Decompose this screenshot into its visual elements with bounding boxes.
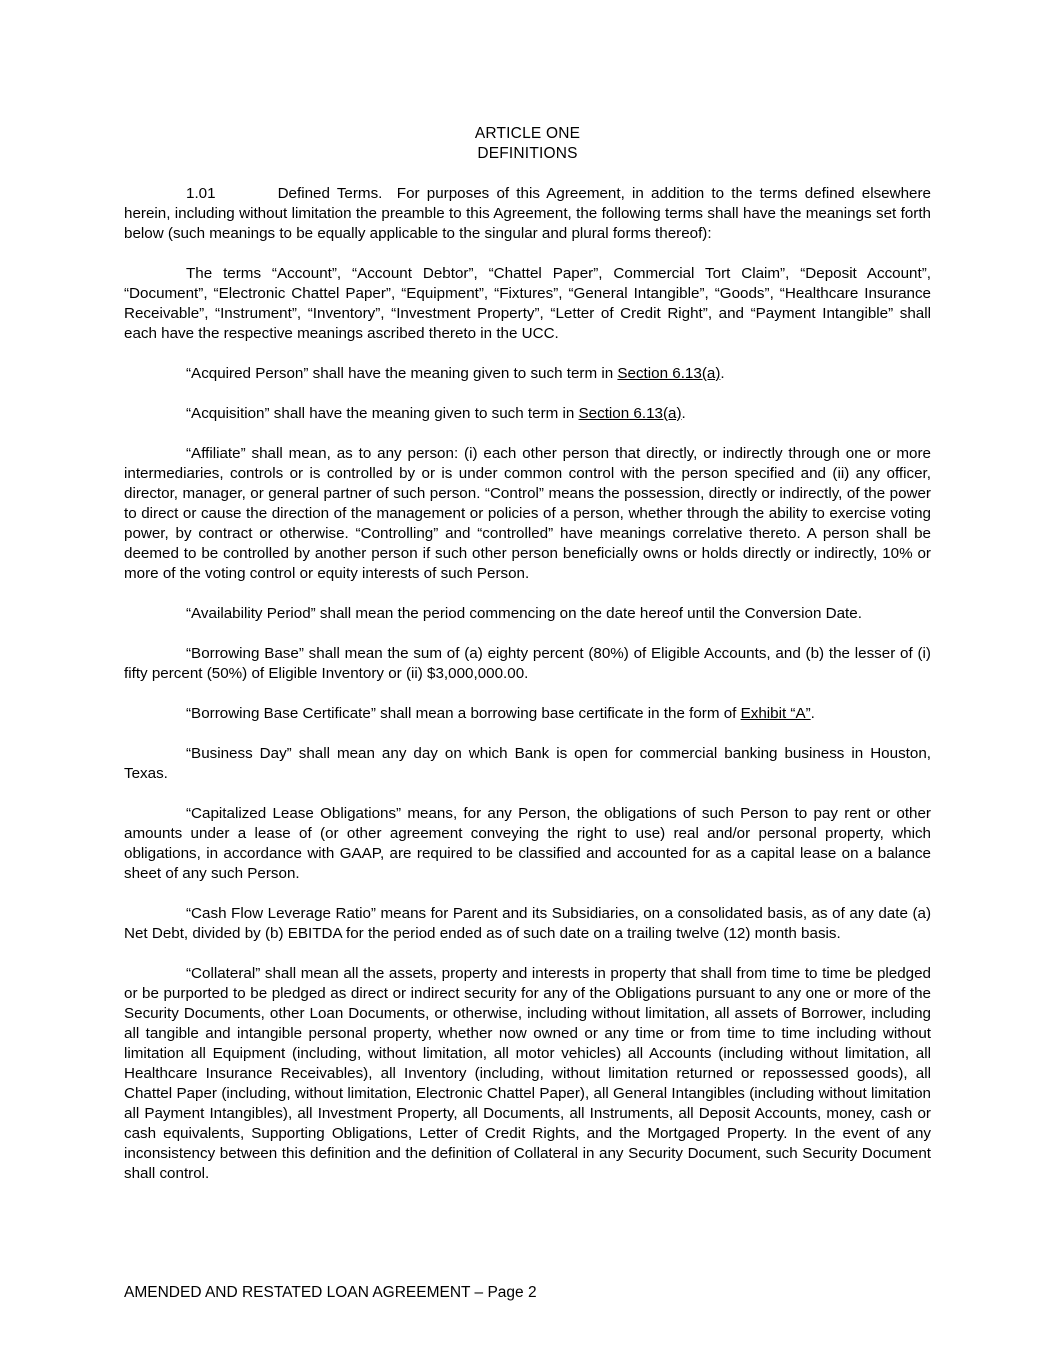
definition-text: “Acquired Person” shall have the meaning given to such term in [186, 365, 618, 382]
footer-separator: – [470, 1284, 488, 1301]
definition-text: “Acquisition” shall have the meaning given to such term in [186, 405, 579, 422]
definition-affiliate: “Affiliate” shall mean, as to any person: (i) each other person that directly, or indirectly through one or more intermediaries, controls or is controlled by or is under common control with the person specified and (ii) any officer, director, manager, or general partner of such person. “Control” means the possession, directly or indirectly, of the power to direct or cause the direction of the management or policies of a person, whether through the ability to exercise voting power, by contract or otherwise. “Controlling” and “controlled” have meanings correlative thereto. A person shall be deemed to be controlled by another person if such other person beneficially owns or holds directly or indirectly, 10% or more of the voting control or equity interests of such Person. [124, 445, 931, 582]
section-1-01 [124, 184, 931, 244]
definition-end: . [720, 365, 725, 382]
definition-text: “Borrowing Base Certificate” shall mean a borrowing base certificate in the form of [186, 705, 741, 722]
section-title: Defined Terms. [277, 185, 383, 202]
definition-end: . [681, 405, 686, 422]
exhibit-reference-link[interactable]: Exhibit “A” [740, 705, 811, 722]
definition-ucc-terms: The terms “Account”, “Account Debtor”, “Chattel Paper”, Commercial Tort Claim”, “Deposit Account”, “Document”, “Electronic Chattel Paper”, “Equipment”, “Fixtures”, “General Intangible”, “Goods”, “Healthcare Insurance Receivable”, “Instrument”, “Inventory”, “Investment Property”, “Letter of Credit Right”, and “Payment Intangible” shall each have the respective meanings ascribed thereto in the UCC. [124, 265, 931, 342]
definition-borrowing-base-certificate [124, 704, 931, 724]
definition-borrowing-base: “Borrowing Base” shall mean the sum of (a) eighty percent (80%) of Eligible Accounts, and (b) the lesser of (i) fifty percent (50%) of Eligible Inventory or (ii) $3,000,000.00. [124, 645, 931, 682]
page-footer [124, 1283, 537, 1303]
footer-title: AMENDED AND RESTATED LOAN AGREEMENT [124, 1284, 471, 1301]
definition-capitalized-lease-obligations: “Capitalized Lease Obligations” means, for any Person, the obligations of such Person to pay rent or other amounts under a lease of (or other agreement conveying the right to use) real and/or personal property, which obligations, in accordance with GAAP, are required to be classified and accounted for as a capital lease on a balance sheet of any such Person. [124, 805, 931, 882]
definition-acquisition [124, 404, 931, 424]
section-number: 1.01 [186, 185, 216, 202]
article-number: ARTICLE ONE [474, 125, 581, 142]
footer-page-number: Page 2 [487, 1284, 537, 1301]
definition-business-day: “Business Day” shall mean any day on which Bank is open for commercial banking business in Houston, Texas. [124, 745, 931, 782]
definition-availability-period: “Availability Period” shall mean the period commencing on the date hereof until the Conversion Date. [186, 605, 862, 622]
definition-end: . [810, 705, 815, 722]
definition-collateral: “Collateral” shall mean all the assets, property and interests in property that shall from time to time be pledged or be purported to be pledged as direct or indirect security for any of the Obligations pursuant to any one or more of the Security Documents, other Loan Documents, or otherwise, including without limitation, all assets of Borrower, including all tangible and intangible personal property, whether now owned or any time or from time to time including without limitation all Equipment (including, without limitation, all motor vehicles) all Accounts (including without limitation, all Healthcare Insurance Receivables), all Inventory (including, without limitation returned or repossessed goods), all Chattel Paper (including, without limitation, Electronic Chattel Paper), all General Intangibles (including without limitation all Payment Intangibles), all Investment Property, all Documents, all Instruments, all Deposit Accounts, money, cash or cash equivalents, Supporting Obligations, Letter of Credit Rights, and the Mortgaged Property. In the event of any inconsistency between this definition and the definition of Collateral in any Security Document, such Security Document shall control. [124, 965, 931, 1182]
article-heading [124, 124, 931, 164]
section-intro: For purposes of this Agreement, in addition to the terms defined elsewhere herein, including without limitation the preamble to this Agreement, the following terms shall have the meanings set forth below (such meanings to be equally applicable to the singular and plural forms thereof): [124, 185, 931, 242]
definition-cash-flow-leverage-ratio: “Cash Flow Leverage Ratio” means for Parent and its Subsidiaries, on a consolidated basis, as of any date (a) Net Debt, divided by (b) EBITDA for the period ended as of such date on a trailing twelve (12) month basis. [124, 905, 931, 942]
article-title: DEFINITIONS [477, 145, 578, 162]
document-body [124, 184, 931, 1204]
definition-acquired-person [124, 364, 931, 384]
section-reference-link[interactable]: Section 6.13(a) [578, 405, 682, 422]
section-reference-link[interactable]: Section 6.13(a) [617, 365, 721, 382]
